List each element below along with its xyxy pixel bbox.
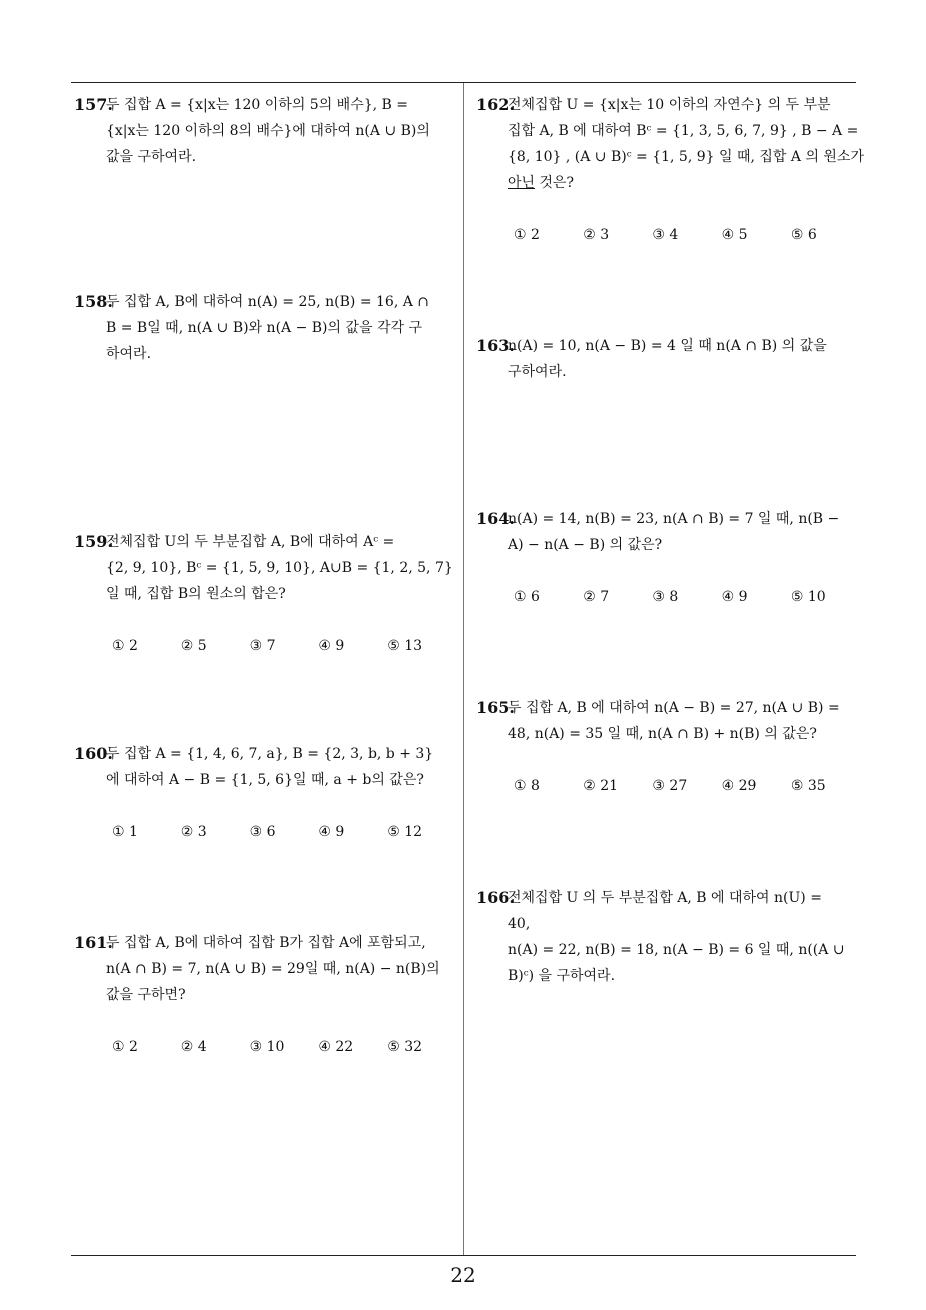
answer-choice[interactable]: ⑤ 6	[790, 227, 817, 243]
problem-line: n(A) = 10, n(A − B) = 4 일 때 n(A ∩ B) 의 값을	[508, 338, 827, 354]
problem-line: {8, 10} , (A ∪ B)ᶜ = {1, 5, 9} 일 때, 집합 A 의 원소가	[508, 149, 865, 165]
answer-choice[interactable]: ④ 9	[318, 638, 345, 654]
problem-159	[74, 529, 456, 659]
problem-line: 하여라.	[106, 346, 152, 362]
answer-choice[interactable]: ③ 4	[652, 227, 679, 243]
answer-choices	[514, 773, 860, 799]
problem-160	[74, 741, 456, 845]
answer-choice[interactable]: ④ 5	[721, 227, 748, 243]
problem-text	[508, 333, 860, 385]
problem-line: 전체집합 U의 두 부분집합 A, B에 대하여 Aᶜ =	[106, 534, 395, 550]
problem-line: {x|x는 120 이하의 8의 배수}에 대하여 n(A ∪ B)의	[106, 123, 430, 139]
answer-choice[interactable]: ② 21	[583, 778, 619, 794]
problem-line: 값을 구하면?	[106, 987, 186, 1003]
problem-line: 두 집합 A = {x|x는 120 이하의 5의 배수}, B =	[106, 97, 409, 113]
problem-line-rest: 것은?	[535, 175, 575, 191]
problem-number: 158.	[74, 292, 113, 311]
problem-text	[508, 695, 860, 747]
bottom-rule	[71, 1255, 856, 1256]
problem-number: 165.	[476, 698, 515, 717]
answer-choice[interactable]: ③ 27	[652, 778, 688, 794]
answer-choice[interactable]: ⑤ 12	[387, 824, 423, 840]
answer-choice[interactable]: ② 4	[180, 1039, 207, 1055]
problem-line: B = B일 때, n(A ∪ B)와 n(A − B)의 값을 각각 구	[106, 320, 423, 336]
column-divider	[463, 83, 464, 1256]
problem-number: 157.	[74, 95, 113, 114]
problem-line: n(A) = 14, n(B) = 23, n(A ∩ B) = 7 일 때, n(B −	[508, 511, 840, 527]
problem-number: 166.	[476, 888, 515, 907]
problem-number: 163.	[476, 336, 515, 355]
problem-line: 값을 구하여라.	[106, 149, 197, 165]
answer-choices	[112, 819, 456, 845]
problem-line: 구하여라.	[508, 364, 567, 380]
answer-choices	[112, 1034, 456, 1060]
problem-line: 40,	[508, 916, 531, 932]
answer-choice[interactable]: ② 3	[180, 824, 207, 840]
answer-choice[interactable]: ① 2	[514, 227, 540, 243]
answer-choice[interactable]: ③ 6	[249, 824, 276, 840]
problem-line: 두 집합 A = {1, 4, 6, 7, a}, B = {2, 3, b, b + 3}	[106, 746, 434, 762]
answer-choice[interactable]: ① 8	[514, 778, 540, 794]
answer-choice[interactable]: ④ 9	[318, 824, 345, 840]
problem-line: {2, 9, 10}, Bᶜ = {1, 5, 9, 10}, A∪B = {1, 2, 5, 7}	[106, 560, 453, 576]
answer-choice[interactable]: ⑤ 10	[790, 589, 826, 605]
problem-line: B)ᶜ) 을 구하여라.	[508, 968, 616, 984]
problem-text	[106, 529, 456, 607]
problem-line: 전체집합 U = {x|x는 10 이하의 자연수} 의 두 부분	[508, 97, 831, 113]
problem-number: 159.	[74, 532, 113, 551]
problem-text	[106, 930, 456, 1008]
problem-line: 에 대하여 A − B = {1, 5, 6}일 때, a + b의 값은?	[106, 772, 424, 788]
problem-number: 160.	[74, 744, 113, 763]
answer-choices	[112, 633, 456, 659]
problem-text	[508, 885, 860, 989]
answer-choice[interactable]: ③ 10	[249, 1039, 285, 1055]
answer-choice[interactable]: ① 1	[112, 824, 138, 840]
problem-number: 162.	[476, 95, 515, 114]
problem-line	[508, 170, 860, 196]
problem-text	[106, 289, 456, 367]
answer-choice[interactable]: ⑤ 35	[790, 778, 826, 794]
problem-162	[476, 92, 865, 248]
problem-164	[476, 506, 860, 610]
answer-choice[interactable]: ⑤ 13	[387, 638, 423, 654]
problem-number: 164.	[476, 509, 515, 528]
answer-choice[interactable]: ① 2	[112, 638, 138, 654]
problem-165	[476, 695, 860, 799]
answer-choices	[514, 222, 860, 248]
answer-choice[interactable]: ③ 7	[249, 638, 276, 654]
problem-line: 두 집합 A, B 에 대하여 n(A − B) = 27, n(A ∪ B) =	[508, 700, 840, 716]
problem-line: 전체집합 U 의 두 부분집합 A, B 에 대하여 n(U) =	[508, 890, 822, 906]
problem-number: 161.	[74, 933, 113, 952]
problem-line: 두 집합 A, B에 대하여 집합 B가 집합 A에 포함되고,	[106, 935, 426, 951]
problem-line: A) − n(A − B) 의 값은?	[508, 537, 663, 553]
problem-text	[106, 741, 456, 793]
page-number: 22	[450, 1263, 476, 1287]
problem-166	[476, 885, 860, 989]
answer-choice[interactable]: ② 3	[583, 227, 610, 243]
answer-choices	[514, 584, 860, 610]
problem-163	[476, 333, 860, 385]
problem-line: 48, n(A) = 35 일 때, n(A ∩ B) + n(B) 의 값은?	[508, 726, 817, 742]
problem-line: 집합 A, B 에 대하여 Bᶜ = {1, 3, 5, 6, 7, 9} , B − A =	[508, 123, 859, 139]
problem-158	[74, 289, 456, 367]
problem-line: 일 때, 집합 B의 원소의 합은?	[106, 586, 286, 602]
answer-choice[interactable]: ④ 29	[721, 778, 757, 794]
problem-text	[508, 92, 865, 196]
problem-line: 두 집합 A, B에 대하여 n(A) = 25, n(B) = 16, A ∩	[106, 294, 430, 310]
answer-choice[interactable]: ① 6	[514, 589, 540, 605]
answer-choice[interactable]: ① 2	[112, 1039, 138, 1055]
problem-line: n(A ∩ B) = 7, n(A ∪ B) = 29일 때, n(A) − n(B)의	[106, 961, 440, 977]
answer-choice[interactable]: ⑤ 32	[387, 1039, 423, 1055]
underlined-word: 아닌	[508, 175, 536, 191]
answer-choice[interactable]: ④ 22	[318, 1039, 354, 1055]
problem-157	[74, 92, 456, 170]
answer-choice[interactable]: ④ 9	[721, 589, 748, 605]
problem-line: n(A) = 22, n(B) = 18, n(A − B) = 6 일 때, n((A ∪	[508, 942, 845, 958]
problem-text	[106, 92, 456, 170]
answer-choice[interactable]: ② 7	[583, 589, 610, 605]
answer-choice[interactable]: ② 5	[180, 638, 207, 654]
answer-choice[interactable]: ③ 8	[652, 589, 679, 605]
problem-text	[508, 506, 860, 558]
problem-161	[74, 930, 456, 1060]
